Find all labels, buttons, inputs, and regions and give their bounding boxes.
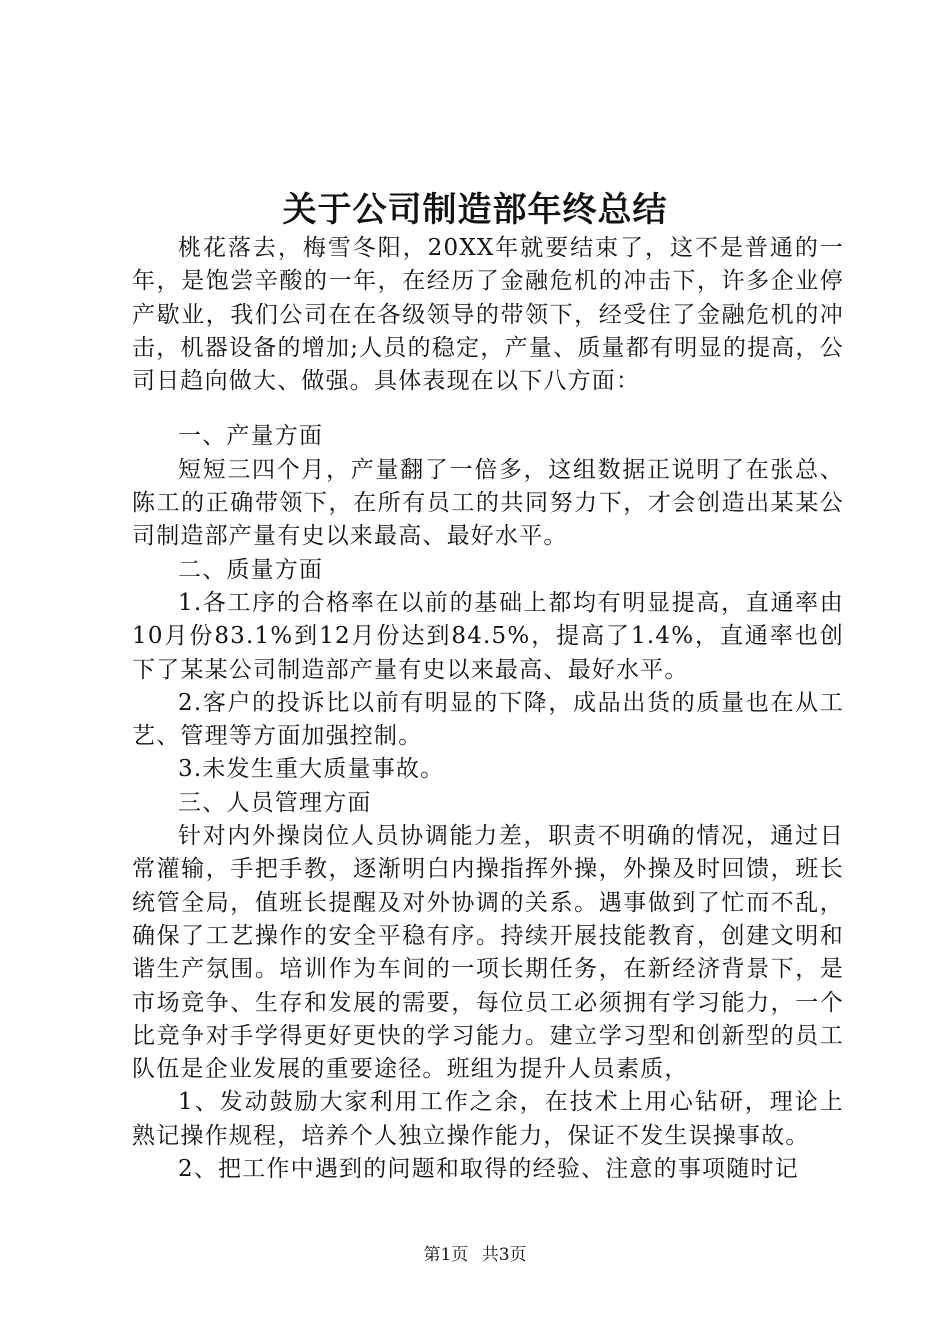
- output-paragraph: 短短三四个月，产量翻了一倍多，这组数据正说明了在张总、陈工的正确带领下，在所有员工的共同努力下，才会创造出某某公司制造部产量有史以来最高、最好水平。: [132, 456, 844, 550]
- document-body: [132, 232, 844, 1186]
- section-heading-personnel: 三、人员管理方面: [178, 789, 372, 816]
- page-number: 第1页: [423, 1245, 469, 1265]
- document-title: 关于公司制造部年终总结: [282, 190, 668, 230]
- personnel-item-2: 2、把工作中遇到的问题和取得的经验、注意的事项随时记: [178, 1156, 799, 1183]
- intro-paragraph: 桃花落去，梅雪冬阳，20XX年就要结束了，这不是普通的一年，是饱尝辛酸的一年，在经历了金融危机的冲击下，许多企业停产歇业，我们公司在在各级领导的带领下，经受住了金融危机的冲击，机器设备的增加;人员的稳定，产量、质量都有明显的提高，公司日趋向做大、做强。具体表现在以下八方面：: [132, 235, 844, 395]
- page-total: 共3页: [481, 1245, 527, 1265]
- section-heading-output: 一、产量方面: [178, 423, 324, 450]
- quality-item-2: 2.客户的投诉比以前有明显的下降，成品出货的质量也在从工艺、管理等方面加强控制。: [132, 689, 844, 750]
- personnel-paragraph: 针对内外操岗位人员协调能力差，职责不明确的情况，通过日常灌输，手把手教，逐渐明白内操指挥外操，外操及时回馈，班长统管全局，值班长提醒及对外协调的关系。遇事做到了忙而不乱，确保了工艺操作的安全平稳有序。持续开展技能教育，创建文明和谐生产氛围。培训作为车间的一项长期任务，在新经济背景下，是市场竞争、生存和发展的需要，每位员工必须拥有学习能力，一个比竞争对手学得更好更快的学习能力。建立学习型和创新型的员工队伍是企业发展的重要途径。班组为提升人员素质，: [132, 823, 844, 1083]
- quality-item-1: 1.各工序的合格率在以前的基础上都均有明显提高，直通率由10月份83.1%到12月份达到84.5%，提高了1.4%，直通率也创下了某某公司制造部产量有史以来最高、最好水平。: [132, 589, 844, 683]
- section-heading-quality: 二、质量方面: [178, 556, 324, 583]
- quality-item-3: 3.未发生重大质量事故。: [178, 756, 445, 783]
- personnel-item-1: 1、发动鼓励大家利用工作之余，在技术上用心钻研，理论上熟记操作规程，培养个人独立操作能力，保证不发生误操事故。: [132, 1089, 844, 1149]
- page-footer: [0, 1243, 950, 1267]
